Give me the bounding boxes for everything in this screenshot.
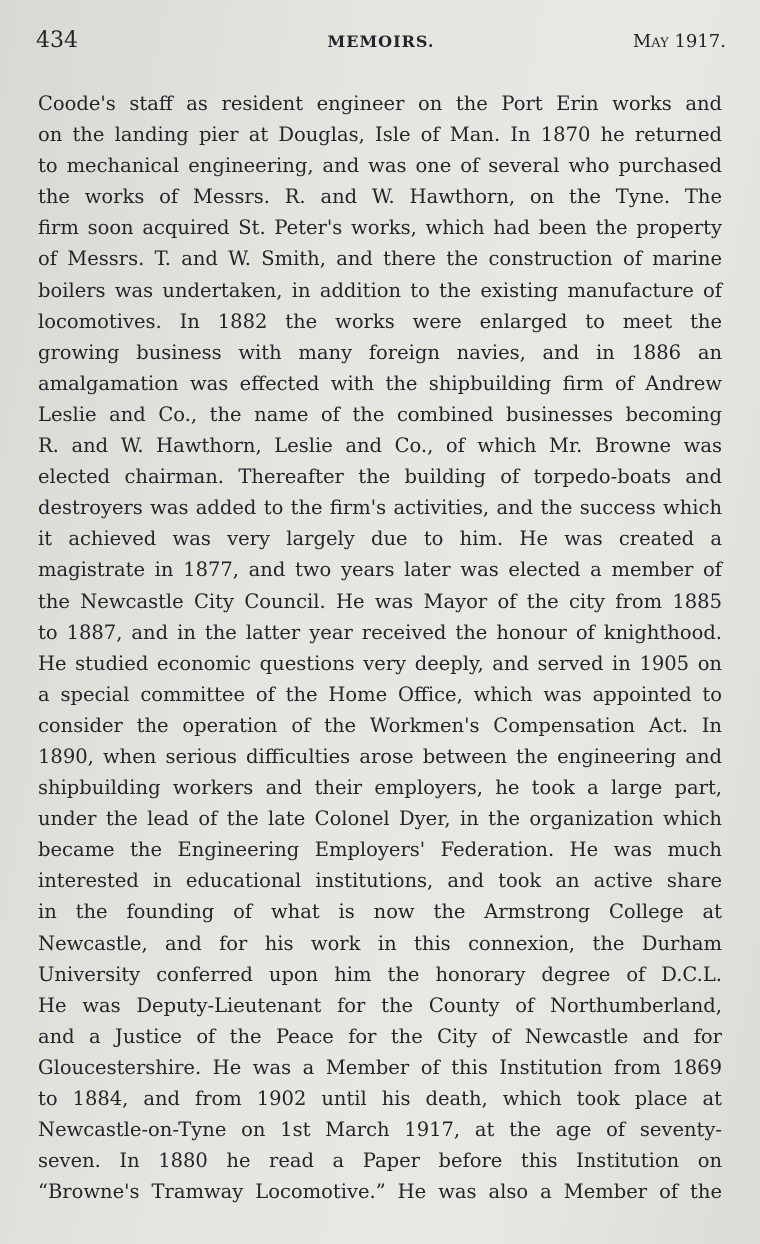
text-line: to 1884, and from 1902 until his death, which took place at xyxy=(38,1087,722,1110)
text-line: Coode's staff as resident engineer on the Port Erin works and xyxy=(38,92,722,115)
text-line: to mechanical engineering, and was one of several who purchased xyxy=(38,154,722,178)
text-line: the works of Messrs. R. and W. Hawthorn, on the Tyne. The xyxy=(38,185,722,209)
text-line: He studied economic questions very deeply, and served in 1905 on xyxy=(38,651,722,675)
text-line: interested in educational institutions, and took an active share xyxy=(38,869,722,893)
text-line: Newcastle, and for his work in this connexion, the Durham xyxy=(38,931,722,955)
text-line: boilers was undertaken, in addition to the existing manufacture of xyxy=(38,278,722,302)
text-line: elected chairman. Thereafter the building of torpedo-boats and xyxy=(38,465,722,489)
text-line: seven. In 1880 he read a Paper before this Institution on xyxy=(38,1149,722,1173)
text-line: locomotives. In 1882 the works were enlarged to meet the xyxy=(38,309,722,333)
text-line: the Newcastle City Council. He was Mayor of the city from 1885 xyxy=(38,589,722,613)
text-line: consider the operation of the Workmen's Compensation Act. In xyxy=(38,713,722,737)
text-line: Leslie and Co., the name of the combined businesses becoming xyxy=(38,402,722,426)
text-line: University conferred upon him the honorary degree of D.C.L. xyxy=(38,962,722,986)
text-line: became the Engineering Employers' Federation. He was much xyxy=(38,838,722,862)
text-line: amalgamation was effected with the shipbuilding firm of Andrew xyxy=(38,371,722,395)
text-line: and a Justice of the Peace for the City of Newcastle and for xyxy=(38,1024,722,1048)
text-line: Newcastle-on-Tyne on 1st March 1917, at the age of seventy- xyxy=(38,1118,722,1142)
text-line: “Browne's Tramway Locomotive.” He was also a Member of the xyxy=(38,1180,722,1204)
text-line: magistrate in 1877, and two years later was elected a member of xyxy=(38,558,722,582)
text-line: R. and W. Hawthorn, Leslie and Co., of which Mr. Browne was xyxy=(38,434,722,458)
body-text xyxy=(38,88,722,1207)
text-line: growing business with many foreign navies, and in 1886 an xyxy=(38,340,722,364)
page-number: 434 xyxy=(36,28,78,53)
text-line: firm soon acquired St. Peter's works, which had been the property xyxy=(38,216,722,240)
text-line: 1890, when serious difficulties arose between the engineering and xyxy=(38,744,722,768)
text-line: on the landing pier at Douglas, Isle of Man. In 1870 he returned xyxy=(38,123,722,147)
text-line: of Messrs. T. and W. Smith, and there the construction of marine xyxy=(38,247,722,271)
text-line: a special committee of the Home Office, which was appointed to xyxy=(38,682,722,706)
text-line: in the founding of what is now the Armstrong College at xyxy=(38,900,722,924)
text-line: under the lead of the late Colonel Dyer, in the organization which xyxy=(38,807,722,831)
header-date: May 1917. xyxy=(632,31,726,52)
text-line: it achieved was very largely due to him. He was created a xyxy=(38,527,722,551)
text-line: shipbuilding workers and their employers, he took a large part, xyxy=(38,776,722,800)
page-header xyxy=(36,28,726,58)
text-line: Gloucestershire. He was a Member of this Institution from 1869 xyxy=(38,1055,722,1079)
text-line: destroyers was added to the firm's activities, and the success which xyxy=(38,496,722,520)
text-line: He was Deputy-Lieutenant for the County of Northumberland, xyxy=(38,993,722,1017)
running-title: MEMOIRS. xyxy=(327,32,435,51)
text-line: to 1887, and in the latter year received the honour of knighthood. xyxy=(38,620,722,644)
